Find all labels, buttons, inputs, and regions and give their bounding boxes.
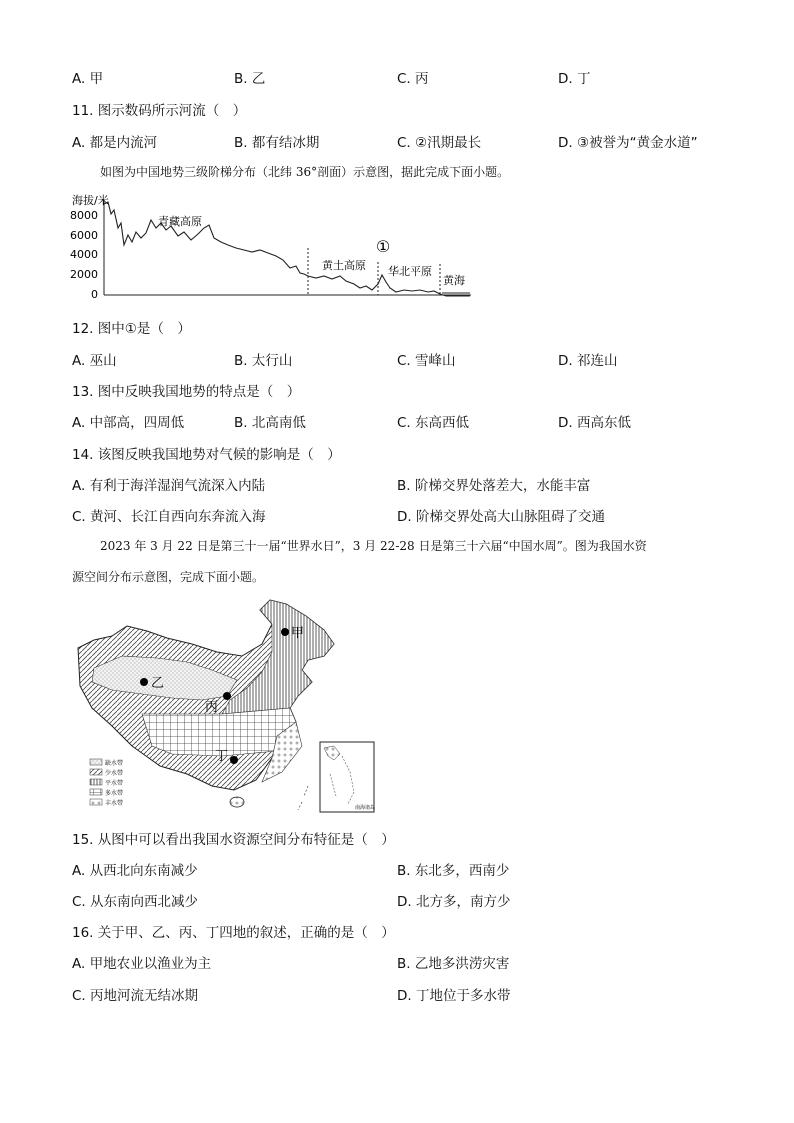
q12-option-c[interactable]: C. 雪峰山 [397, 353, 456, 369]
island-dashes [298, 786, 308, 810]
water-resource-map [72, 596, 412, 814]
q10-option-c[interactable]: C. 丙 [397, 71, 429, 87]
label-qinghai-tibet: 青藏高原 [158, 215, 202, 228]
tick-0: 0 [91, 288, 98, 301]
q11-option-c[interactable]: C. ②汛期最长 [397, 135, 482, 151]
q16-option-d[interactable]: D. 丁地位于多水带 [397, 988, 511, 1004]
label-loess-plateau: 黄土高原 [322, 259, 366, 272]
q15-option-c[interactable]: C. 从东南向西北减少 [72, 894, 199, 910]
svg-text:多水带: 多水带 [105, 790, 124, 797]
tick-6000: 6000 [70, 229, 98, 242]
intro-profile: 如图为中国地势三级阶梯分布（北纬 36°剖面）示意图，据此完成下面小题。 [100, 165, 510, 179]
q15-option-d[interactable]: D. 北方多，南方少 [397, 894, 511, 910]
label-ding: 丁 [215, 749, 229, 764]
q15-stem: 15. 从图中可以看出我国水资源空间分布特征是（ ） [72, 832, 395, 848]
south-china-sea-inset [320, 742, 375, 812]
label-jia: 甲 [291, 626, 305, 641]
q11-option-d[interactable]: D. ③被誉为“黄金水道” [558, 135, 698, 151]
tick-2000: 2000 [70, 268, 98, 281]
q15-option-b[interactable]: B. 东北多，西南少 [397, 863, 510, 879]
q13-stem: 13. 图中反映我国地势的特点是（ ） [72, 384, 301, 400]
q10-option-d[interactable]: D. 丁 [558, 71, 591, 87]
label-yi: 乙 [151, 676, 165, 691]
q11-stem: 11. 图示数码所示河流（ ） [72, 103, 247, 119]
q14-option-b[interactable]: B. 阶梯交界处落差大，水能丰富 [397, 478, 591, 494]
q12-option-a[interactable]: A. 巫山 [72, 353, 117, 369]
tick-8000: 8000 [70, 209, 98, 222]
label-yellow-sea: 黄海 [443, 274, 465, 287]
q14-option-c[interactable]: C. 黄河、长江自西向东奔流入海 [72, 509, 266, 525]
profile-ylabel: 海拔/米 [72, 194, 109, 207]
q11-option-a[interactable]: A. 都是内流河 [72, 135, 158, 151]
label-north-china-plain: 华北平原 [388, 265, 432, 278]
q16-option-c[interactable]: C. 丙地河流无结冰期 [72, 988, 199, 1004]
q16-option-b[interactable]: B. 乙地多洪涝灾害 [397, 956, 510, 972]
terrain-profile-figure [66, 190, 476, 302]
point-ding [230, 756, 238, 764]
q12-stem: 12. 图中①是（ ） [72, 321, 191, 337]
q10-option-b[interactable]: B. 乙 [234, 71, 266, 87]
q11-option-b[interactable]: B. 都有结冰期 [234, 135, 320, 151]
q13-option-d[interactable]: D. 西高东低 [558, 415, 631, 431]
q14-option-a[interactable]: A. 有利于海洋湿润气流深入内陆 [72, 478, 266, 494]
svg-text:少水带: 少水带 [105, 770, 124, 777]
svg-text:平水带: 平水带 [105, 780, 124, 787]
q13-option-b[interactable]: B. 北高南低 [234, 415, 306, 431]
hainan-island [230, 797, 244, 807]
map-legend [90, 759, 123, 807]
q16-option-a[interactable]: A. 甲地农业以渔业为主 [72, 956, 212, 972]
svg-text:丰水带: 丰水带 [105, 800, 124, 807]
svg-text:南海诸岛: 南海诸岛 [355, 805, 376, 811]
q15-option-a[interactable]: A. 从西北向东南减少 [72, 863, 198, 879]
q14-option-d[interactable]: D. 阶梯交界处高大山脉阻碍了交通 [397, 509, 605, 525]
tick-4000: 4000 [70, 248, 98, 261]
q12-option-d[interactable]: D. 祁连山 [558, 353, 618, 369]
q14-stem: 14. 该图反映我国地势对气候的影响是（ ） [72, 447, 341, 463]
marker-1: ① [375, 237, 391, 256]
q10-option-a[interactable]: A. 甲 [72, 71, 104, 87]
q13-option-a[interactable]: A. 中部高，四周低 [72, 415, 185, 431]
point-jia [281, 628, 289, 636]
point-bing [223, 692, 231, 700]
point-yi [140, 678, 148, 686]
q13-option-c[interactable]: C. 东高西低 [397, 415, 470, 431]
intro-water-line2: 源空间分布示意图，完成下面小题。 [72, 570, 265, 584]
q12-option-b[interactable]: B. 太行山 [234, 353, 293, 369]
intro-water-line1: 2023 年 3 月 22 日是第三十一届“世界水日”，3 月 22-28 日是第三十六届“中国水周”。图为我国水资 [100, 539, 647, 553]
label-bing: 丙 [205, 700, 219, 715]
q16-stem: 16. 关于甲、乙、丙、丁四地的叙述，正确的是（ ） [72, 925, 395, 941]
svg-text:缺水带: 缺水带 [105, 760, 124, 767]
